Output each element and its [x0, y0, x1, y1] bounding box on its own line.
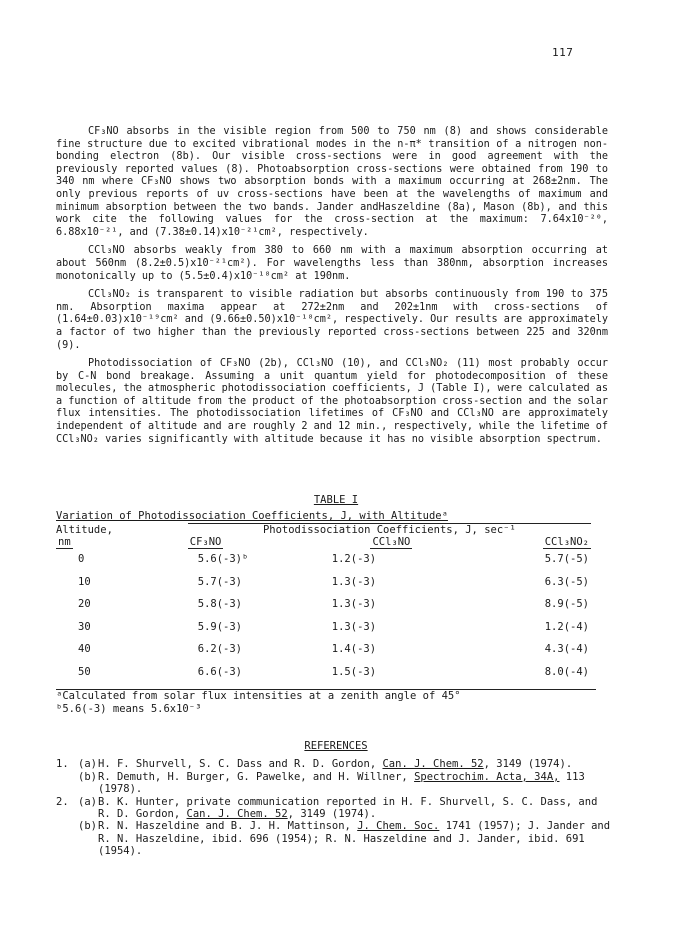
reference-authors: R. N. Haszeldine and B. J. H. Mattinson, [98, 820, 358, 833]
reference-authors: B. K. Hunter, private communication reported in H. F. Shurvell, S. C. Dass, and R. D. Gordon, [98, 795, 598, 821]
column-header-ccl3no2: CCl₃NO₂ [544, 536, 589, 548]
paragraph-ccl3no: CCl₃NO absorbs weakly from 380 to 660 nm with a maximum absorption occurring at about 560nm (8.2±0.5)x10⁻²¹cm²). For wavelengths less than 380nm, absorption increases monotonically up to (5.5±0.4)x10⁻¹⁸cm² at 190nm. [56, 245, 608, 282]
cf3no-cell: 6.6(-3) [197, 665, 243, 678]
column-header-ccl3no: CCl₃NO [372, 536, 411, 548]
reference-item [56, 758, 616, 770]
cf3no-cell: 5.9(-3) [197, 620, 243, 633]
ccl3no-cell: 1.4(-3) [331, 643, 377, 656]
reference-journal: Spectrochim. Acta, 34A, [414, 770, 560, 783]
table-footnote-a: ᵃCalculated from solar flux intensities at a zenith angle of 45° [56, 690, 461, 702]
ccl3no2-cell: 8.0(-4) [544, 665, 589, 678]
reference-details: 1741 (1957); J. Jander and R. N. Haszeldine, ibid. 696 (1954); R. N. Haszeldine and J. Jander, ibid. 691 (1954). [98, 820, 611, 858]
table-row [56, 593, 591, 616]
ccl3no-cell: 1.2(-3) [331, 553, 377, 566]
reference-letter: (b) [78, 770, 97, 783]
reference-number [56, 820, 78, 857]
reference-journal: Can. J. Chem. 52 [382, 758, 484, 771]
reference-item [56, 771, 616, 796]
ccl3no-cell: 1.5(-3) [331, 665, 377, 678]
column-header-cf3no: CF₃NO [189, 536, 222, 548]
ccl3no2-cell: 1.2(-4) [544, 620, 589, 633]
paragraph-cf3no: CF₃NO absorbs in the visible region from 500 to 750 nm (8) and shows considerable fine structure due to excited vibrational modes in the n-π* transition of a nitrogen non-bonding electron (8b). Our visible cross-sections were in good agreement with the previously reported values (8). Photoabsorption cross-sections were obtained from 190 to 340 nm where CF₃NO shows two absorption bonds with a maximum occurring at 268±2nm. The only previous reports of uv cross-sections have been at the wavelengths of maximum and minimum absorption between the two bands. Jander andHaszeldine (8a), Mason (8b), and this work cite the following values for the cross-section at the maximum: 7.64x10⁻²⁰, 6.88x10⁻²¹, and (7.38±0.14)x10⁻²¹cm², respectively. [56, 126, 608, 238]
references-title: REFERENCES [304, 740, 368, 752]
cf3no-cell: 5.8(-3) [197, 598, 243, 611]
ccl3no2-cell: 4.3(-4) [544, 643, 589, 656]
reference-details: 113 (1978). [98, 770, 585, 796]
ccl3no-cell: 1.3(-3) [331, 598, 377, 611]
reference-number [56, 771, 78, 796]
reference-details: , 3149 (1974). [483, 758, 573, 771]
cf3no-cell: 5.6(-3)ᵇ [197, 553, 249, 566]
reference-number: 1. [56, 758, 69, 771]
altitude-cell: 40 [78, 643, 91, 656]
reference-item [56, 820, 616, 857]
reference-letter: (a) [78, 795, 97, 808]
reference-journal: Can. J. Chem. 52 [186, 808, 288, 821]
photodissociation-table [56, 523, 591, 683]
altitude-unit: nm [58, 536, 71, 548]
reference-journal: J. Chem. Soc. [357, 820, 440, 833]
paragraph-ccl3no2: CCl₃NO₂ is transparent to visible radiation but absorbs continuously from 190 to 375 nm. Absorption maxima appear at 272±2nm and 202±1nm with cross-sections of (1.64±0.03)x10⁻¹⁹cm² and (9.66±0.50)x10⁻¹⁸cm², respectively. Our results are approximately a factor of two higher than the previously reported cross-sections between 225 and 320nm (9). [56, 289, 609, 351]
reference-number: 2. [56, 795, 69, 808]
table-caption: Variation of Photodissociation Coefficients, J, with Altitudeᵃ [56, 510, 448, 522]
table-body [56, 548, 591, 683]
ccl3no2-cell: 5.7(-5) [544, 553, 589, 566]
altitude-cell: 50 [78, 665, 91, 678]
table-row [56, 548, 591, 571]
reference-text [98, 820, 616, 857]
cf3no-cell: 6.2(-3) [197, 643, 243, 656]
references-section [56, 740, 616, 858]
references-list [56, 758, 616, 857]
body-text [56, 126, 608, 452]
reference-text [98, 758, 616, 770]
table-label: TABLE I [313, 494, 359, 506]
reference-authors: R. Demuth, H. Burger, G. Pawelke, and H. Willner, [98, 770, 415, 783]
table-row [56, 616, 591, 639]
altitude-cell: 10 [78, 575, 91, 588]
ccl3no-cell: 1.3(-3) [331, 620, 377, 633]
reference-details: , 3149 (1974). [287, 808, 377, 821]
table-row [56, 638, 591, 661]
ccl3no-cell: 1.3(-3) [331, 575, 377, 588]
table-row [56, 571, 591, 594]
table-footnote-b: ᵇ5.6(-3) means 5.6x10⁻³ [56, 703, 202, 715]
altitude-cell: 20 [78, 598, 91, 611]
altitude-header: Altitude, [56, 524, 113, 536]
altitude-cell: 30 [78, 620, 91, 633]
reference-text [98, 796, 616, 821]
altitude-cell: 0 [78, 553, 85, 566]
reference-letter: (b) [78, 820, 97, 833]
page-number: 117 [552, 46, 574, 59]
reference-authors: H. F. Shurvell, S. C. Dass and R. D. Gordon, [98, 758, 383, 771]
reference-letter: (a) [78, 758, 97, 771]
table-1 [56, 494, 616, 716]
table-row [56, 661, 591, 684]
reference-item [56, 796, 616, 821]
coefficients-header: Photodissociation Coefficients, J, sec⁻¹ [188, 524, 591, 537]
cf3no-cell: 5.7(-3) [197, 575, 243, 588]
ccl3no2-cell: 6.3(-5) [544, 575, 589, 588]
reference-text [98, 771, 616, 796]
ccl3no2-cell: 8.9(-5) [544, 598, 589, 611]
paragraph-photodissociation: Photodissociation of CF₃NO (2b), CCl₃NO (10), and CCl₃NO₂ (11) most probably occur by C-N bond breakage. Assuming a unit quantum yield for photodecomposition of these molecules, the atmospheric photodissociation coefficients, J (Table I), were calculated as a function of altitude from the product of the photoabsorption cross-section and the solar flux intensities. The photodissociation lifetimes of CF₃NO and CCl₃NO are approximately independent of altitude and are roughly 2 and 12 min., respectively, while the lifetime of CCl₃NO₂ varies significantly with altitude because it has no visible absorption spectrum. [56, 358, 609, 445]
